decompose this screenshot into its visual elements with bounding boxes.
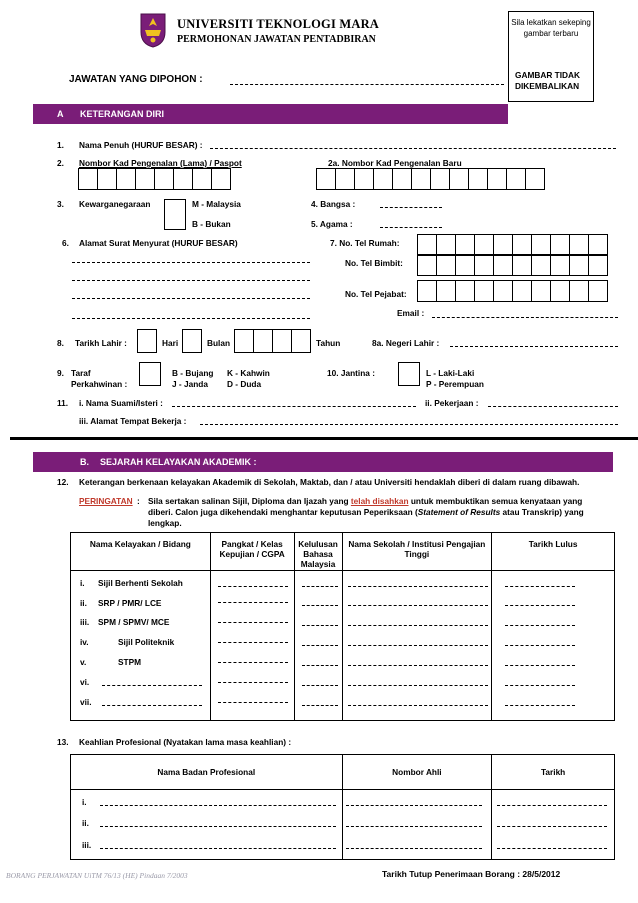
header-text: Nombor Ahli [392,767,442,777]
row-1-num: i. [80,578,85,588]
school-field-4[interactable] [348,645,488,646]
q3-num: 3. [57,199,64,209]
warning-emphasis: telah disahkan [350,496,409,506]
marital-option-widower: D - Duda [227,379,262,389]
prof-col-header-body [71,755,343,790]
marital-option-married: K - Kahwin [227,368,270,378]
photo-return-note: GAMBAR TIDAK DIKEMBALIKAN [515,70,580,91]
warning-label: PERINGATAN [79,496,133,506]
prof-member-field-2[interactable] [346,826,482,827]
section-b-bar [33,452,613,472]
q2a-label: 2a. Nombor Kad Pengenalan Baru [328,158,462,168]
spouse-name-field[interactable] [172,406,416,407]
birth-year-label: Tahun [316,338,341,348]
section-a-letter: A [57,109,64,119]
q9-label-1: Taraf [71,368,91,378]
religion-field[interactable] [380,227,442,228]
bm-field-3[interactable] [302,625,338,626]
grade-field-3[interactable] [218,622,288,623]
spouse-name-label: i. Nama Suami/Isteri : [79,398,163,408]
gender-option-male: L - Laki-Laki [426,368,475,378]
grade-field-1[interactable] [218,586,288,587]
prof-body-field-1[interactable] [100,805,336,806]
prof-member-field-3[interactable] [346,848,482,849]
full-name-field[interactable] [210,148,616,149]
q6-num: 6. [62,238,69,248]
q13-num: 13. [57,737,69,747]
citizenship-box[interactable] [164,199,186,230]
section-divider [10,437,638,440]
gender-option-female: P - Perempuan [426,379,484,389]
closing-date: Tarikh Tutup Penerimaan Borang : 28/5/2012 [382,869,561,879]
q6-label: Alamat Surat Menyurat (HURUF BESAR) [79,238,238,248]
academic-col-header-bm [294,533,342,571]
spouse-workplace-label: iii. Alamat Tempat Bekerja : [79,416,187,426]
warning-line-2a: diberi. Calon juga dikehendaki menghantar keputusan Peperiksaan ( [148,507,418,517]
school-field-3[interactable] [348,625,488,626]
bm-field-2[interactable] [302,605,338,606]
q8-label: Tarikh Lahir : [75,338,127,348]
school-field-7[interactable] [348,705,488,706]
section-b-letter: B. [80,457,89,467]
q3-label: Kewarganegaraan [79,199,151,209]
marital-option-single: B - Bujang [172,368,214,378]
q7-email-label: Email : [397,308,425,318]
date-field-3[interactable] [505,625,575,626]
birth-month-label: Bulan [207,338,231,348]
address-line-1[interactable] [72,262,310,263]
photo-note: Sila lekatkan sekeping gambar terbaru [511,18,591,38]
q13-label: Keahlian Profesional (Nyatakan lama masa keahlian) : [79,737,292,747]
university-logo [139,12,167,48]
prof-body-field-3[interactable] [100,848,336,849]
mobile-phone-cells[interactable] [417,254,607,276]
warning-text-2: untuk membuktikan semua kenyataan yang [410,496,583,506]
header-text: Pangkat / Kelas Kepujian / CGPA [219,539,285,559]
q7-mobile-label: No. Tel Bimbit: [345,258,403,268]
warning-colon: : [137,496,140,506]
q9-label-2: Perkahwinan : [71,379,128,389]
school-field-5[interactable] [348,665,488,666]
q9-num: 9. [57,368,64,378]
birth-month-box[interactable] [182,329,202,353]
bm-field-4[interactable] [302,645,338,646]
row-7-num: vii. [80,697,92,707]
spouse-workplace-field[interactable] [200,424,618,425]
warning-text-1: Sila sertakan salinan Sijil, Diploma dan Ijazah yang [148,496,349,506]
address-line-2[interactable] [72,280,310,281]
q2-num: 2. [57,158,64,168]
form-code: BORANG PERJAWATAN UiTM 76/13 (HE) Pindaan 7/2003 [6,871,188,880]
q11-num: 11. [57,398,69,408]
prof-row-1-num: i. [82,797,87,807]
address-line-4[interactable] [72,318,310,319]
prof-row-2-num: ii. [82,818,89,828]
spouse-job-label: ii. Pekerjaan : [425,398,479,408]
citizenship-option-b: B - Bukan [192,219,231,229]
prof-date-field-1[interactable] [497,805,607,806]
academic-col-header-qualification [71,533,211,571]
q2-label: Nombor Kad Pengenalan (Lama) / Paspot [79,158,242,168]
row-4-name: Sijil Politeknik [118,637,175,647]
warning-line-2 [148,507,584,517]
prof-date-field-3[interactable] [497,848,607,849]
header-text: Tarikh [540,767,566,777]
prof-row-3-num: iii. [82,840,92,850]
prof-date-field-2[interactable] [497,826,607,827]
q7-home-label: 7. No. Tel Rumah: [330,238,400,248]
university-name: UNIVERSITI TEKNOLOGI MARA [177,17,380,31]
header-text: Nama Badan Profesional [157,767,256,777]
q10-label: 10. Jantina : [327,368,375,378]
q12-num: 12. [57,477,69,487]
school-field-6[interactable] [348,685,488,686]
date-field-2[interactable] [505,605,575,606]
address-line-3[interactable] [72,298,310,299]
grade-field-5[interactable] [218,662,288,663]
date-field-4[interactable] [505,645,575,646]
row-3-num: iii. [80,617,90,627]
date-field-1[interactable] [505,586,575,587]
academic-col-header-date [492,533,615,571]
row-3-name: SPM / SPMV/ MCE [98,617,170,627]
warning-sor: Statement of Results [417,507,501,517]
birth-state-field[interactable] [450,346,618,347]
q8-num: 8. [57,338,64,348]
header-text: Kelulusan Bahasa Malaysia [298,539,338,569]
prof-body-field-2[interactable] [100,826,336,827]
office-phone-cells[interactable] [417,280,607,302]
bm-field-5[interactable] [302,665,338,666]
row-2-num: ii. [80,598,87,608]
spouse-job-field[interactable] [488,406,618,407]
q5-label: 5. Agama : [311,219,353,229]
bm-field-1[interactable] [302,586,338,587]
gender-box[interactable] [398,362,420,386]
birth-day-box[interactable] [137,329,157,353]
form-title: PERMOHONAN JAWATAN PENTADBIRAN [177,34,376,45]
grade-field-2[interactable] [218,602,288,603]
header-text: Nama Sekolah / Institusi Pengajian Tinggi [348,539,486,559]
school-field-1[interactable] [348,586,488,587]
date-field-6[interactable] [505,685,575,686]
row-5-name: STPM [118,657,142,667]
new-ic-cells[interactable] [316,168,544,190]
bm-field-7[interactable] [302,705,338,706]
section-b-title: SEJARAH KELAYAKAN AKADEMIK : [100,457,257,467]
marital-option-widow: J - Janda [172,379,208,389]
prof-col-header-member [342,755,492,790]
header-text: Nama Kelayakan / Bidang [89,539,191,549]
home-phone-cells[interactable] [417,234,607,256]
email-field[interactable] [432,317,618,318]
q1-num: 1. [57,140,64,150]
q8a-label: 8a. Negeri Lahir : [372,338,440,348]
marital-status-box[interactable] [139,362,161,386]
warning-line-1 [148,496,582,506]
academic-col-header-grade [210,533,294,571]
bm-field-6[interactable] [302,685,338,686]
position-label: JAWATAN YANG DIPOHON : [69,74,203,85]
row-5-num: v. [80,657,87,667]
row-1-name: Sijil Berhenti Sekolah [98,578,183,588]
birth-day-label: Hari [162,338,179,348]
row-7-name-field[interactable] [102,705,202,706]
birth-year-cells[interactable] [234,329,310,353]
section-a-title: KETERANGAN DIRI [80,109,165,119]
race-field[interactable] [380,207,442,208]
old-ic-cells[interactable] [78,168,230,190]
school-field-2[interactable] [348,605,488,606]
section-a-bar [33,104,508,124]
warning-line-2b: atau Transkrip) yang [500,507,584,517]
row-2-name: SRP / PMR/ LCE [98,598,162,608]
academic-col-header-school [342,533,492,571]
grade-field-6[interactable] [218,682,288,683]
q12-label: Keterangan berkenaan kelayakan Akademik di Sekolah, Maktab, dan / atau Universiti hendaklah diberi di dalam ruang dibawah. [79,477,580,487]
row-6-name-field[interactable] [102,685,202,686]
grade-field-4[interactable] [218,642,288,643]
citizenship-option-m: M - Malaysia [192,199,241,209]
prof-member-field-1[interactable] [346,805,482,806]
date-field-5[interactable] [505,665,575,666]
row-6-num: vi. [80,677,90,687]
row-4-num: iv. [80,637,89,647]
prof-col-header-date [492,755,615,790]
grade-field-7[interactable] [218,702,288,703]
date-field-7[interactable] [505,705,575,706]
q7-office-label: No. Tel Pejabat: [345,289,407,299]
professional-table [70,754,615,860]
q4-label: 4. Bangsa : [311,199,356,209]
q1-label: Nama Penuh (HURUF BESAR) : [79,140,203,150]
position-field[interactable] [230,84,504,85]
warning-line-3: lengkap. [148,518,182,528]
header-text: Tarikh Lulus [528,539,578,549]
